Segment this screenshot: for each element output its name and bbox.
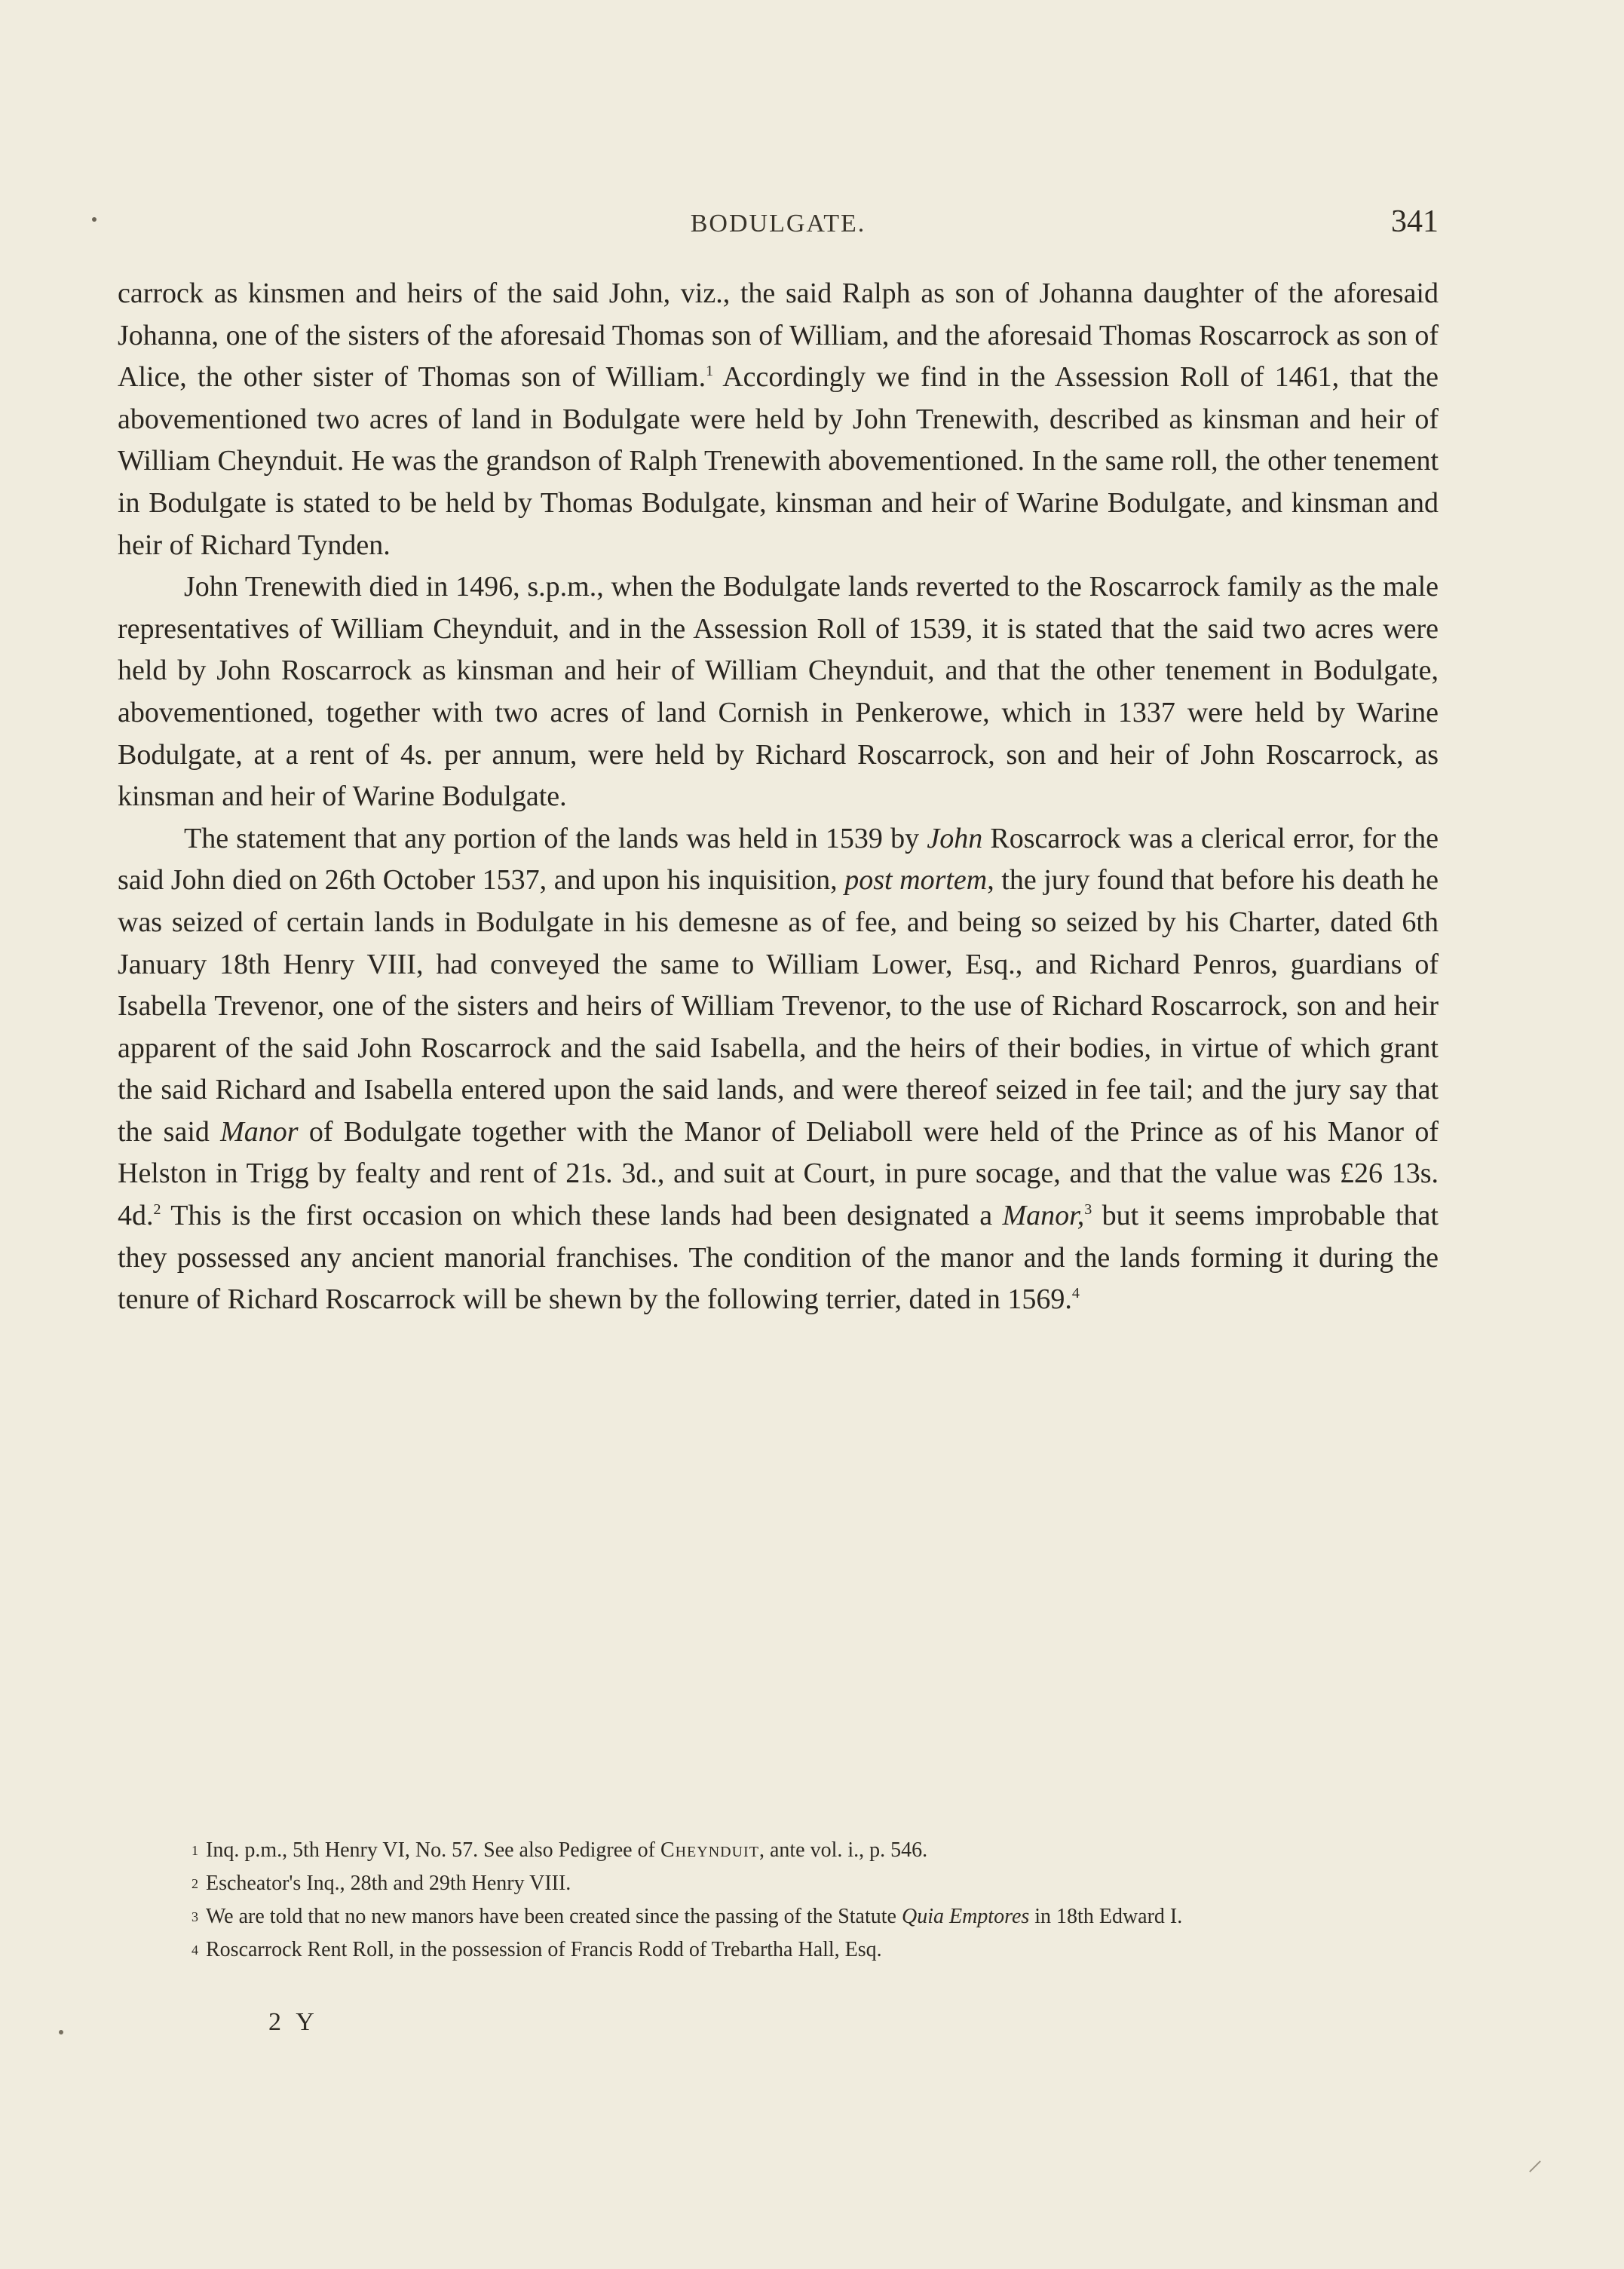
footnote-2: 2 Escheator's Inq., 28th and 29th Henry VIII. (192, 1872, 571, 1895)
running-header (118, 204, 1439, 241)
margin-mark (1529, 2160, 1541, 2172)
italic-manor: Manor (220, 1115, 299, 1148)
footnote-1: 1 Inq. p.m., 5th Henry VI, No. 57. See also Pedigree of Cheynduit, ante vol. i., p. 546. (192, 1838, 928, 1862)
margin-speck (59, 2030, 63, 2034)
printer-signature: 2 Y (268, 2008, 319, 2036)
main-text (118, 273, 1439, 1321)
footnote-4: 4 Roscarrock Rent Roll, in the possession of Francis Rodd of Trebartha Hall, Esq. (192, 1938, 882, 1961)
running-title: BODULGATE. (690, 210, 866, 238)
margin-dot (92, 217, 97, 222)
italic-john: John (927, 822, 983, 854)
footnote-ref-4: 4 (1071, 1285, 1080, 1302)
footnote-ref-1: 1 (706, 363, 714, 380)
footnote-ref-2: 2 (153, 1201, 161, 1219)
paragraph-2: John Trenewith died in 1496, s.p.m., when the Bodulgate lands reverted to the Roscarrock family as the male representatives of William Cheynduit, and in the Assession Roll of 1539, it is stated that the said two acres were held by John Roscarrock as kinsman and heir of William Cheynduit, and that the other tenement in Bodulgate, abovementioned, together with two acres of land Cornish in Penkerowe, which in 1337 were held by Warine Bodulgate, at a rent of 4s. per annum, were held by Richard Roscarrock, son and heir of John Roscarrock, as kinsman and heir of Warine Bodulgate. (118, 571, 1439, 813)
page-number: 341 (1391, 204, 1439, 239)
paragraph-1: carrock as kinsmen and heirs of the said John, viz., the said Ralph as son of Johanna daughter of the aforesaid Johanna, one of the sisters of the aforesaid Thomas son of William, and the aforesaid Thomas Roscarrock as son of Alice, the other sister of Thomas son of William.$^1$ Accordingly we find in the Assession Roll of 1461, that the abovementioned two acres of land in Bodulgate were held by John Trenewith, described as kinsman and heir of William Cheynduit. He was the grandson of Ralph Trenewith abovementioned. In the same roll, the other tenement in Bodulgate is stated to be held by Thomas Bodulgate, kinsman and heir of Warine Bodulgate, and kinsman and heir of Richard Tynden. (118, 277, 1439, 561)
footnote-3: 3 We are told that no new manors have been created since the passing of the Statute Quia Emptores in 18th Edward I. (192, 1905, 1183, 1928)
italic-post-mortem: post mortem (844, 864, 988, 897)
footnotes (118, 1834, 1439, 1967)
italic-manor-2: Manor, (1002, 1200, 1085, 1232)
footnote-ref-3: 3 (1084, 1201, 1092, 1219)
paragraph-3: The statement that any portion of the lands was held in 1539 by John Roscarrock was a clerical error, for the said John died on 26th October 1537, and upon his inquisition, post mortem, the jury found that before his death he was seized of certain lands in Bodulgate in his demesne as of fee, and being so seized by his Charter, dated 6th January 18th Henry VIII, had conveyed the same to William Lower, Esq., and Richard Penros, guardians of Isabella Trevenor, one of the sisters and heirs of William Trevenor, to the use of Richard Roscarrock, son and heir apparent of the said John Roscarrock and the said Isabella, and the heirs of their bodies, in virtue of which grant the said Richard and Isabella entered upon the said lands, and were thereof seized in fee tail; and the jury say that the said Manor of Bodulgate together with the Manor of Deliaboll were held of the Prince as of his Manor of Helston in Trigg by fealty and rent of 21s. 3d., and suit at Court, in pure socage, and that the value was £26 13s. 4d.$^2$ This is the first occasion on which these lands had been designated a Manor,$^3$ but it seems improbable that they possessed any ancient manorial franchises. The condition of the manor and the lands forming it during the tenure of Richard Roscarrock will be shewn by the following terrier, dated in 1569.$^4$ (118, 822, 1439, 1316)
